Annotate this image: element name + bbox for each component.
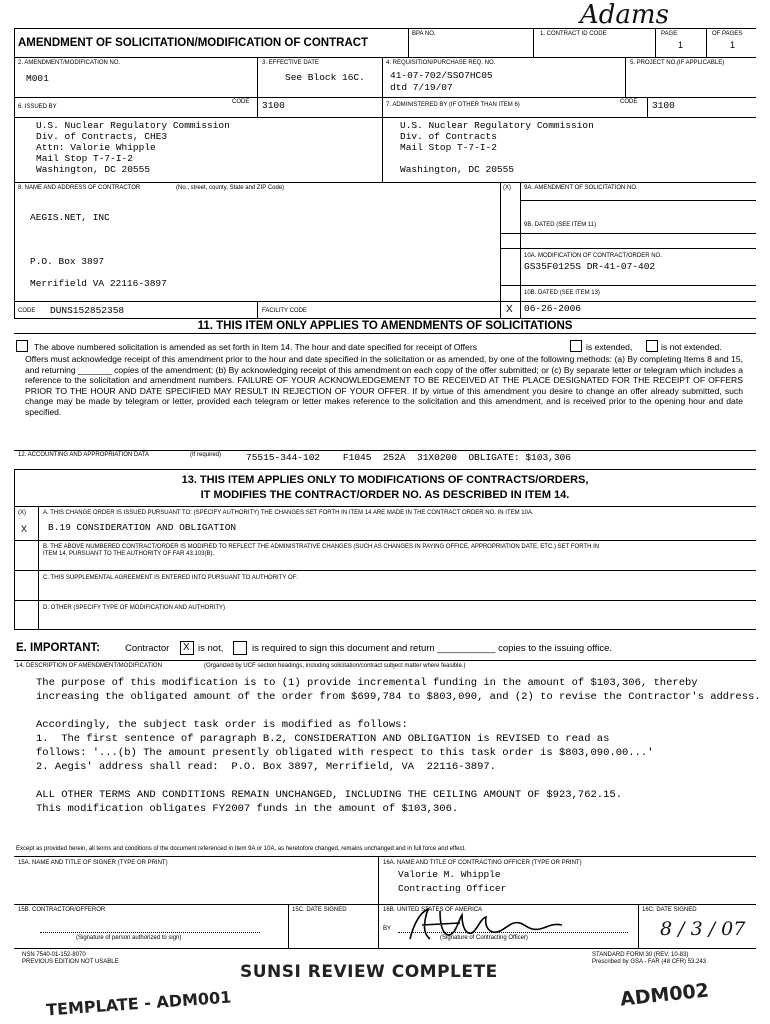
item-10b-label: 10B. DATED (SEE ITEM 13) [524, 290, 600, 296]
co-name-label: 16A. NAME AND TITLE OF CONTRACTING OFFICER (TYPE OR PRINT) [383, 860, 582, 866]
accounting-label: 12. ACCOUNTING AND APPROPRIATION DATA [18, 452, 150, 458]
item-14-line-7: 2. Aegis' address shall read: P.O. Box 3897, Merrifield, VA 22116-3897. [36, 761, 496, 773]
item-13b-label: B. THE ABOVE NUMBERED CONTRACT/ORDER IS MODIFIED TO REFLECT THE ADMINISTRATIVE CHANGES (SUCH AS CHANGES IN PAYING OFFICE, APPROPRIATION DATE, ETC.) SET FORTH IN ITEM 14, PURSUANT TO THE AUTHORITY OF FAR 43.103(B). [43, 544, 600, 557]
admin-code-value: 3100 [652, 100, 675, 111]
signature-15-caption: (Signature of person authorized to sign) [76, 935, 182, 941]
contractor-city: Merrifield VA 22116-3897 [30, 278, 167, 289]
section-13-title-1: 13. THIS ITEM APPLIES ONLY TO MODIFICATIONS OF CONTRACTS/ORDERS, [181, 474, 589, 486]
item-13a-label: A. THIS CHANGE ORDER IS ISSUED PURSUANT TO: (SPECIFY AUTHORITY) THE CHANGES SET FORTH IN ITEM 14 ARE MADE IN THE CONTRACT ORDER NO. IN ITEM 10A. [43, 510, 534, 516]
item-14-sublabel: (Organized by UCF section headings, including solicitation/contract subject matter where feasible.) [204, 663, 466, 669]
section-11-line-1: The above numbered solicitation is amended as set forth in Item 14. The hour and date specified for receipt of Offers [34, 342, 477, 352]
x-column-label: (X) [503, 185, 511, 191]
co-title: Contracting Officer [398, 883, 507, 894]
item-14-line-1: The purpose of this modification is to (1) provide incremental funding in the amount of $103,306, thereby [36, 677, 698, 689]
contractor-code-value: DUNS152852358 [50, 305, 125, 316]
template-stamp: TEMPLATE - ADM001 [45, 987, 232, 1020]
important-label: E. IMPORTANT: [16, 642, 101, 654]
signature-16-caption: (Signature of Contracting Officer) [440, 935, 528, 941]
solicitation-checkbox[interactable] [16, 340, 28, 352]
except-text: Except as provided herein, all terms and conditions of the document referenced in Item 9A or 10A, as heretofore changed, remains unchanged and in full force and effect. [16, 846, 466, 852]
date-signed-16c-label: 16C. DATE SIGNED [642, 907, 697, 913]
sunsi-review-stamp: SUNSI REVIEW COMPLETE [240, 962, 498, 982]
section-13-title-2: IT MODIFIES THE CONTRACT/ORDER NO. AS DESCRIBED IN ITEM 14. [200, 489, 570, 501]
item-14-line-6: follows: '...(b) The amount presently obligated with respect to this task order is $803,090.00...' [36, 747, 654, 759]
section-11-title: 11. THIS ITEM ONLY APPLIES TO AMENDMENTS OF SOLICITATIONS [197, 320, 573, 332]
item-9a-label: 9A. AMENDMENT OF SOLICITATION NO. [524, 185, 638, 191]
extended-checkbox[interactable] [570, 340, 582, 352]
item-10-x-mark: X [506, 304, 513, 315]
gsa-prescription: Prescribed by GSA - FAR (48 CFR) 53.243 [592, 959, 707, 965]
amend-no-value: M001 [26, 73, 49, 84]
effective-date-label: 3. EFFECTIVE DATE [262, 60, 319, 66]
contractor-label: 8. NAME AND ADDRESS OF CONTRACTOR [18, 185, 141, 191]
item-10b-value: 06-26-2006 [524, 303, 582, 314]
handwritten-initials: Adams [580, 0, 669, 30]
section-13-x-label: (X) [18, 510, 26, 516]
of-pages-label: OF PAGES [712, 31, 743, 37]
co-name: Valorie M. Whipple [398, 869, 501, 880]
item-14-line-10: This modification obligates FY2007 funds in the amount of $103,306. [36, 803, 459, 815]
item-10a-value: GS35F0125S DR-41-07-402 [524, 261, 656, 272]
not-extended-label: is not extended. [661, 342, 722, 352]
adm-stamp: ADM002 [619, 979, 710, 1011]
important-rest: is required to sign this document and return ___________ copies to the issuing office. [252, 643, 613, 654]
signer-name-label: 15A. NAME AND TITLE OF SIGNER (TYPE OR PRINT) [18, 860, 168, 866]
usa-label: 16B. UNITED STATES OF AMERICA [383, 907, 483, 913]
admin-line-3: Mail Stop T-7-I-2 [400, 142, 497, 153]
item-14-line-9: ALL OTHER TERMS AND CONDITIONS REMAIN UNCHANGED, INCLUDING THE CEILING AMOUNT OF $923,762.15. [36, 789, 622, 801]
contractor-po-box: P.O. Box 3897 [30, 256, 105, 267]
issued-line-4: Mail Stop T-7-I-2 [36, 153, 133, 164]
effective-date-value: See Block 16C. [285, 72, 365, 83]
standard-form: STANDARD FORM 30 (REV. 10-83) [592, 952, 689, 958]
important-contractor: Contractor [125, 643, 170, 654]
by-label: BY [383, 926, 392, 932]
issued-line-5: Washington, DC 20555 [36, 164, 151, 175]
is-not-x-mark: X [183, 642, 190, 653]
admin-line-1: U.S. Nuclear Regulatory Commission [400, 120, 594, 131]
admin-line-2: Div. of Contracts [400, 131, 497, 142]
issued-code-label: CODE [232, 99, 250, 105]
page-value: 1 [678, 40, 684, 50]
item-14-label: 14. DESCRIPTION OF AMENDMENT/MODIFICATION [16, 663, 162, 669]
item-14-line-5: 1. The first sentence of paragraph B.2, CONSIDERATION AND OBLIGATION is REVISED to read as [36, 733, 610, 745]
requisition-value-1: 41-07-702/SSO7HC05 [390, 70, 493, 81]
accounting-sublabel: (If required) [190, 452, 222, 458]
item-13a-value: B.19 CONSIDERATION AND OBLIGATION [48, 522, 237, 533]
nsn-number: NSN 7540-01-152-8070 [22, 952, 86, 958]
item-9b-label: 9B. DATED (SEE ITEM 11) [524, 222, 597, 228]
form-title: AMENDMENT OF SOLICITATION/MODIFICATION OF CONTRACT [18, 37, 369, 49]
issued-line-1: U.S. Nuclear Regulatory Commission [36, 120, 230, 131]
issued-code-value: 3100 [262, 100, 285, 111]
page-label: PAGE [661, 31, 678, 37]
not-extended-checkbox[interactable] [646, 340, 658, 352]
contractor-offeror-label: 15B. CONTRACTOR/OFFEROR [18, 907, 106, 913]
is-not-label: is not, [198, 643, 224, 654]
previous-edition: PREVIOUS EDITION NOT USABLE [22, 959, 119, 965]
contractor-code-label: CODE [18, 308, 36, 314]
date-signed-15c-label: 15C. DATE SIGNED [292, 907, 347, 913]
admin-line-5: Washington, DC 20555 [400, 164, 515, 175]
administered-by-label: 7. ADMINISTERED BY (IF OTHER THAN ITEM 6) [386, 102, 520, 108]
project-no-label: 5. PROJECT NO.(IF APPLICABLE) [630, 60, 725, 66]
contractor-sublabel: (No., street, county, State and ZIP Code) [176, 185, 285, 191]
item-13a-x-mark: X [21, 524, 28, 534]
issued-line-3: Attn: Valorie Whipple [36, 142, 156, 153]
contractor-name: AEGIS.NET, INC [30, 212, 110, 223]
bpa-label: BPA NO. [412, 31, 436, 37]
accounting-value: 75515-344-102 F1045 252A 31X0200 OBLIGATE: $103,306 [246, 452, 571, 463]
contract-id-label: 1. CONTRACT ID CODE [540, 31, 607, 37]
date-signed-16c-value: 8 / 3 / 07 [660, 918, 746, 940]
item-14-line-4: Accordingly, the subject task order is modified as follows: [36, 719, 408, 731]
item-13c-label: C. THIS SUPPLEMENTAL AGREEMENT IS ENTERED INTO PURSUANT TO AUTHORITY OF: [43, 575, 298, 581]
item-13d-label: D. OTHER (SPECIFY TYPE OF MODIFICATION AND AUTHORITY) [43, 605, 226, 611]
contracting-officer-signature [400, 905, 610, 945]
requisition-value-2: dtd 7/19/07 [390, 82, 453, 93]
extended-label: is extended, [586, 342, 633, 352]
section-11-paragraph: Offers must acknowledge receipt of this amendment prior to the hour and date specified in the solicitation or as amended, by one of the following methods: (a) By completing Items 8 and 15, and returning _______ copies of the amendment; (b) By acknowledging receipt of this amendment on each copy of the offer submitted; or (c) By separate letter or telegram which includes a reference to the solicitation and amendment numbers. FAILURE OF YOUR ACKNOWLEDGEMENT TO BE RECEIVED AT THE PLACE DESIGNATED FOR THE RECEIPT OF OFFERS PRIOR TO THE HOUR AND DATE SPECIFIED MAY RESULT IN REJECTION OF YOUR OFFER. If by virtue of this amendment you desire to change an offer already submitted, such change may be made by telegram or letter, provided each telegram or letter makes reference to the solicitation and this amendment, and is received prior to the opening hour and date specified. [25, 354, 743, 417]
admin-code-label: CODE [620, 99, 638, 105]
issued-by-label: 6. ISSUED BY [18, 104, 57, 110]
item-10a-label: 10A. MODIFICATION OF CONTRACT/ORDER NO. [524, 253, 662, 259]
amend-no-label: 2. AMENDMENT/MODIFICATION NO. [18, 60, 121, 66]
is-checkbox[interactable] [233, 641, 247, 655]
of-pages-value: 1 [730, 40, 736, 50]
requisition-label: 4. REQUISITION/PURCHASE REQ. NO. [386, 60, 496, 66]
issued-line-2: Div. of Contracts, CHE3 [36, 131, 168, 142]
facility-code-label: FACILITY CODE [262, 308, 307, 314]
item-14-line-2: increasing the obligated amount of the order from $699,784 to $803,090, and (2) to revise the Contractor's address. [36, 691, 761, 703]
